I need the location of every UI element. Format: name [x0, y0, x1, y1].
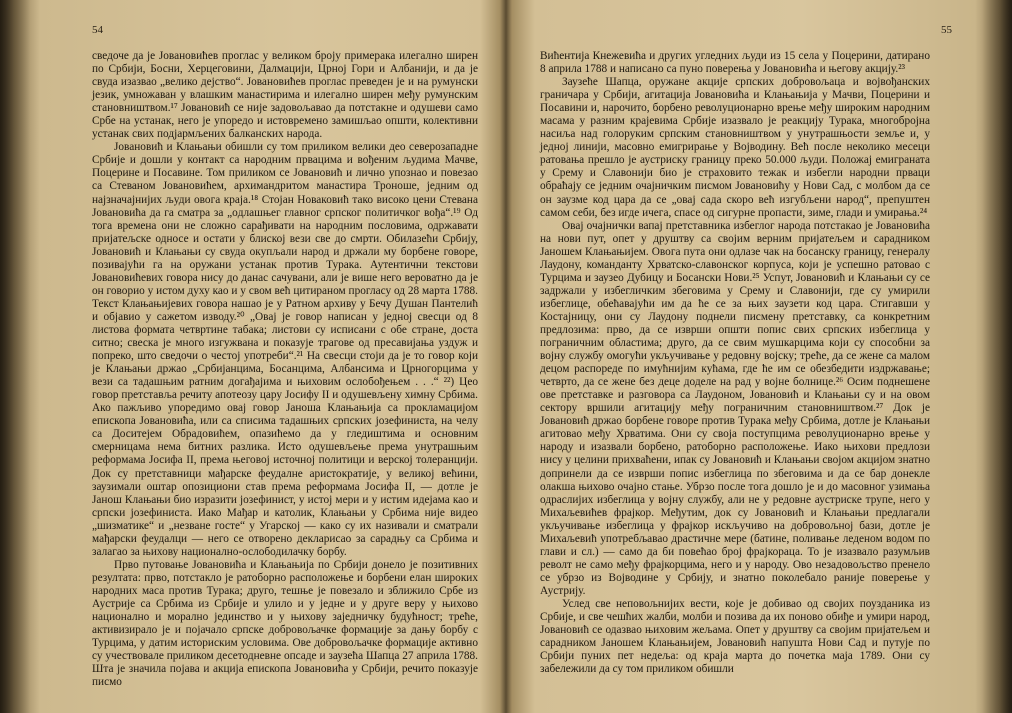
page-number-left: 54 — [92, 24, 103, 36]
page-edge-shadow-right — [982, 0, 1012, 713]
page-number-right: 55 — [941, 24, 952, 36]
right-page-text — [540, 50, 930, 676]
left-page-text — [92, 50, 478, 689]
paragraph: Овај очајнички вапај претставника избеглог народа потстакао је Јовановића на нови пут, опет у друштву са својим верним пријатељем и сарадником Јаношем Клањањијем. Овога пута они одлазе чак на босанску границу, генералу Лаудону, команданту Хрватско-славонског корпуса, који је успешно ратовао с Турцима и заузео Дубицу и Босански Нови.²⁵ Успут, Јовановић и Клањањи су се задржали у избегличким збеговима у Срему и Славонији, где су умирили избеглице, обећавајући им да ће се за њих заузети код цара. Стигавши у Костајницу, они су Лаудону поднели писмену претставку, са конкретним предлозима: прво, да се изврши општи попис свих српских избеглица у пограничним областима; друго, да се свим мушкарцима који су способни за војну службу омогући укључивање у редовну војску; треће, да се жене са малом децом распореде по имућнијим кућама, где ће им се обезбедити издржавање; четврто, да се жене без деце доделе на рад у војне болнице.²⁶ Осим поднешене ове претставке и разговора са Лаудоном, Јовановић и Клањањи су и на овом сектору вршили агитацију међу пограничним становништвом.²⁷ Док је Јовановић држао борбене говоре против Турака међу Србима, дотле је Клањањи агитовао међу Хрватима. Они су своја поступцима револуционарно врење у народу и изазвали борбено, ратоборно расположење. Иако њихови предлози нису у целини прихваћени, ипак су Јовановић и Клањањи својом акцијом знатно допринели да се изврши попис избеглица по збеговима и да се бар донекле олакша њихово очајно стање. Убрзо после тога дошло је и до масовног узимања одраслијих избеглица у војну службу, али не у редовне аустриске трупе, него у Михаљевићев фрајкор. Међутим, док су Јовановић и Клањањи предлагали укључивање избеглица у фрајкор искључиво на добровољној бази, дотле је Михаљевић употребљавао драстичне мере (батине, поливање леденом водом по глави и сл.) — само да би повећао број фрајкораца. То је изазвало разумљив револт не само међу фрајкорцима, него и у народу. Ово незадовољство пренело се убрзо из Војводине у Србију, и знатно поколебало раније поверење у Аустрију. — [540, 219, 930, 597]
paragraph: Вићентија Кнежевића и других угледних људи из 15 села у Поцерини, датирано 8 априла 1788 и написано са пуно поверења у Јовановића и његову акцију.²³ — [540, 50, 930, 76]
paragraph: Услед све неповољнијих вести, које је добивао од својих поузданика из Србије, и све чешћих жалби, молби и позива да их поново обиђе и умири народ, Јовановић се одазвао њиховим жељама. Опет у друштву са својим пријатељем и сарадником Јаношем Клањањијем, Јовановић напушта Нови Сад и путује по Србији пуних пет недеља: од краја марта до почетка маја 1789. Они су забележили да су том приликом обишли — [540, 597, 930, 676]
paragraph: Јовановић и Клањањи обишли су том приликом велики део северозападне Србије и дошли у контакт са народним првацима и вођеним људима Мачве, Поцерине и Посавине. Том приликом се Јовановић и лично упознао и повезао са Стеваном Јовановићем, архимандритом манастира Троноше, једним од најзначајнијих људи овога краја.¹⁸ Стојан Новаковић тако високо цени Стевана Јовановића да га сматра за „oдлашњег главног српског политичког вођа“.¹⁹ Од тога времена они не сложно сарађивати на народним пословима, одржавати пријатељске односе и остати у блиској вези све до смрти. Обилазећи Србију, Јовановић и Клањањи су свуда окупљали народ и држали му борбене говоре, позивајући га на оружани устанак против Турака. Аутентични текстови Јовановићевих говора нису до данас сачувани, али је више него вероватно да је он говорио у истом духу као и у свом већ цитираном прогласу од 28 марта 1788. Текст Клањањијевих говора нашао је у Ратном архиву у Бечу Душан Пантелић и објавио у сажетом изводу.²⁰ „Овај је говор написан у једној свесци од 8 листова формата четвртине табака; листови су исписани с обе стране, доста ситно; свеска је много изгужвана и показује трагове од пресавијања уздуж и попреко, што сведочи о честој употреби“.²¹ На свесци стоји да је то говор који је Клањањи држао „Србијанцима, Босанцима, Албансима и Црногорцима у вези са тадашњим ратним догађајима и њиховим ослобођењем . . .“ ²²) Цео говор претставља речиту апотеозу цару Јосифу II и одушевљену химну Србима. Ако пажљиво упоредимо овај говор Јаноша Клањањија са прокламацијом епископа Јовановића, или са списима тадашњих српских јозефиниста, на челу са Доситејем Обрадовићем, опазићемо да у гледиштима и основним смерницама нема битних разлика. Исто одушевљење према унутрашњим реформама Јосифа II, према његовој источној политици и верској толеранцији. Док су претставници мађарске феудалне аристократије, у великој већини, заузимали оштар опозициони став према реформама Јосифа II, — дотле је Јанош Клањањи био изразити јозефинист, у истој мери и у истим идејама као и српски јозефиниста. Иако Мађар и католик, Клањањи у Србима није видео „шизматике“ и „незване госте“ у Угарској — како су их називали и сматрали мађарски феудалци — него се отворено декларисао за сарадњу са Србима и залагао за њихову национално-ослободилачку борбу. — [92, 141, 478, 558]
paragraph: сведоче да је Јовановићев проглас у великом броју примерака илегално ширен по Србији, Босни, Херцеговини, Далмацији, Црној Гори и Албанији, и да је свуда изазвао „велико дејство“. Јовановићев проглас преведен је и на румунски језик, умножаван у влашким манастирима и илегално ширен међу румунским становништвом.¹⁷ Јовановић се није задовољавао да потстакне и одушеви само Србе на устанак, него је упоредо и истовремено замишљао општи, колективни устанак свих подјармљених балканских народа. — [92, 50, 478, 141]
page-edge-shadow-left — [0, 0, 30, 713]
paragraph: Заузеће Шапца, оружане акције српских добровољаца и војвођанских граничара у Србији, агитација Јовановића и Клањањија у Мачви, Поцерини и Посавини и, нарочито, борбено револуционарно врење међу широким народним масама у разним крајевима Србије изазвало је реакцију Турака, многобројна насиља над голоруким српским становништвом у унутрашњости земље и, у једној линији, масовно емигрирање у Војводину. Већ после неколико месеци ратовања прешло је аустриску границу преко 50.000 људи. Положај емиграната у Срему и Славонији био је страховито тежак и избегли народни прваци обраћају се једним очајничким писмом Јовановићу у Нови Сад, с молбом да се он заузме код цара да се „овај сада скоро већ изгубљени народ“, препуштен самом себи, без игде ичега, спасе од сигурне пропасти, зиме, глади и умирања.²⁴ — [540, 76, 930, 219]
right-page — [506, 0, 1012, 713]
paragraph: Прво путовање Јовановића и Клањањија по Србији донело је позитивних резултата: прво, потстакло је ратоборно расположење и борбени елан широких народних маса против Турака; друго, тешње је повезало и зближило Србе из Аустрије са Србима из Србије и улило и у једне и у друге веру у њихово национално и морално јединство и у њихову заједничку будућност; треће, активизирало је и појачало српске добровољачке формације за дању борбу с Турцима, у датим историским условима. Ове добровољачке формације активно су учествовале приликом десетодневне опсаде и заузећа Шапца 27 априла 1788. Шта је значила појава и акција епископа Јовановића у Србији, речито показује писмо — [92, 558, 478, 689]
